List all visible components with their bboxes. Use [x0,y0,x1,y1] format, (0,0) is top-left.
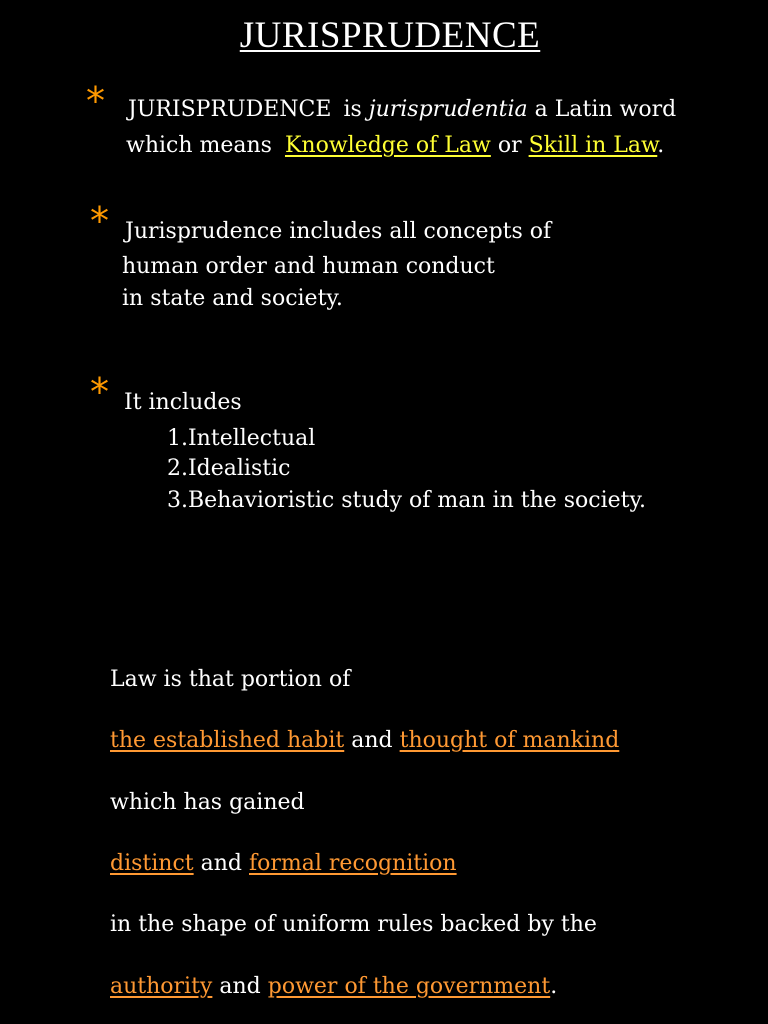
list-item: 3.Behavioristic study of man in the society. [167,488,647,513]
page-title: JURISPRUDENCE [239,15,541,56]
latin-term: jurisprudentia [368,97,528,122]
definition-line5: in the shape of uniform rules backed by the [110,912,597,937]
bullet-asterisk-icon: * [90,370,109,414]
bullet-asterisk-icon: * [90,199,109,243]
jurisprudence-term: JURISPRUDENCE [128,97,332,122]
bullet2-line2: human order and human conduct [122,254,495,279]
definition-line3: which has gained [110,790,305,815]
bullet-asterisk-icon: * [86,79,105,123]
authority-link[interactable]: authority [110,974,213,999]
formal-recognition-link[interactable]: formal recognition [249,851,457,876]
bullet1-line1: JURISPRUDENCE is jurisprudentia a Latin word [128,97,677,122]
bullet2-line1: Jurisprudence includes all concepts of [125,219,552,244]
definition-line6: authority and power of the government. [110,974,558,999]
distinct-link[interactable]: distinct [110,851,194,876]
list-item: 2.Idealistic [167,456,291,481]
bullet3-intro: It includes [124,390,242,415]
established-habit-link[interactable]: the established habit [110,728,345,753]
power-of-government-link[interactable]: power of the government [267,974,551,999]
knowledge-of-law-link[interactable]: Knowledge of Law [284,133,491,158]
thought-of-mankind-link[interactable]: thought of mankind [399,728,620,753]
definition-line1: Law is that portion of [110,667,351,692]
bullet2-line3: in state and society. [122,286,343,311]
list-item: 1.Intellectual [167,426,316,451]
skill-in-law-link[interactable]: Skill in Law [528,133,658,158]
bullet1-line2: which means Knowledge of Law or Skill in Law. [126,133,665,158]
definition-line2: the established habit and thought of mankind [110,728,620,753]
definition-line4: distinct and formal recognition [110,851,457,876]
